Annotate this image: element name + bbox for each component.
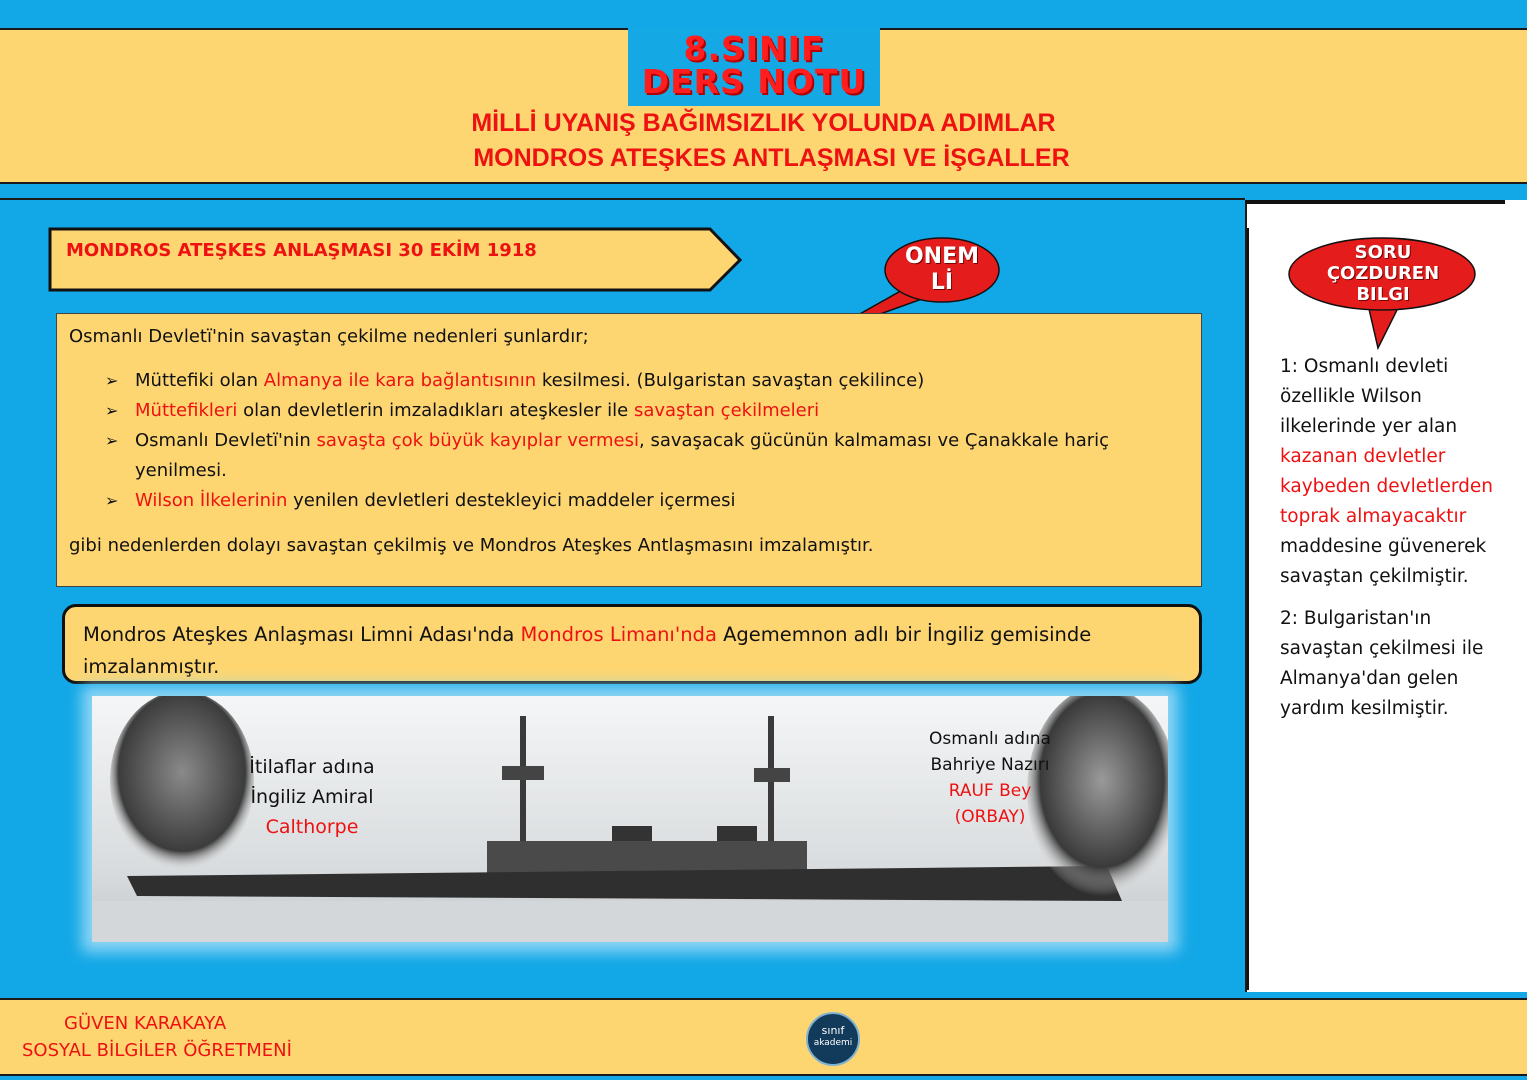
key-info-bubble-text: SORU ÇOZDUREN BILGI	[1326, 242, 1440, 305]
signing-note-box: Mondros Ateşkes Anlaşması Limni Adası'nda Mondros Limanı'nda Agememnon adlı bir İngiliz gemisinde imzalanmıştır.	[62, 604, 1202, 684]
badge-line1: 8.SINIF	[683, 29, 825, 68]
reason-item-1: Müttefiki olan Almanya ile kara bağlantısının kesilmesi. (Bulgaristan savaştan çekilince)	[135, 370, 925, 391]
bullet-arrow-icon: ➢	[105, 431, 119, 450]
sidebar-note-2: 2: Bulgaristan'ın savaştan çekilmesi ile Almanya'dan gelen yardım kesilmiştir.	[1280, 608, 1484, 719]
sidebar-divider	[1247, 228, 1249, 990]
footer-band	[0, 998, 1527, 1076]
badge-line2: DERS NOTU	[641, 62, 867, 101]
important-bubble-text: ONEM Lİ	[904, 244, 980, 295]
reason-item-2: Müttefikleri olan devletlerin imzaladıkları ateşkesler ile savaştan çekilmeleri	[135, 400, 820, 421]
reasons-intro: Osmanlı Devletï'nin savaştan çekilme nedenleri şunlardır;	[69, 326, 589, 347]
battleship-photo	[92, 696, 1168, 942]
reason-item-3: Osmanlı Devletï'nin savaşta çok büyük kayıplar vermesi, savaşacak gücünün kalmaması ve Çanakkale hariç	[135, 430, 1110, 451]
author-name: GÜVEN KARAKAYA	[64, 1013, 227, 1034]
page-title-line2: MONDROS ATEŞKES ANTLAŞMASI VE İŞGALLER	[473, 144, 1070, 172]
academy-logo: sınıf akademi	[806, 1012, 860, 1066]
sidebar-note-1: 1: Osmanlı devleti özellikle Wilson ilkelerinde yer alan kazanan devletler kaybeden devletlerden toprak almayacaktır maddesine güvenerek savaştan çekilmiştir.	[1280, 356, 1494, 587]
bullet-arrow-icon: ➢	[105, 371, 119, 390]
left-portrait-caption: İtilaflar adına İngiliz Amiral Calthorpe	[249, 756, 375, 838]
section-title: MONDROS ATEŞKES ANLAŞMASI 30 EKİM 1918	[66, 240, 537, 261]
page-title-line1: MİLLİ UYANIŞ BAĞIMSIZLIK YOLUNDA ADIMLAR	[471, 109, 1056, 137]
reason-item-4: Wilson İlkelerinin yenilen devletleri destekleyici maddeler içermesi	[135, 490, 736, 511]
sidebar-top-border	[1245, 200, 1505, 204]
class-badge	[628, 28, 880, 106]
bullet-arrow-icon: ➢	[105, 401, 119, 420]
right-portrait-caption: Osmanlı adına Bahriye Nazırı RAUF Bey (ORBAY)	[929, 729, 1051, 827]
reasons-box	[56, 313, 1202, 587]
bullet-arrow-icon: ➢	[105, 491, 119, 510]
reason-item-3-cont: yenilmesi.	[135, 460, 227, 481]
sidebar-notes	[1280, 352, 1520, 724]
reasons-outro: gibi nedenlerden dolayı savaştan çekilmiş ve Mondros Ateşkes Antlaşmasını imzalamıştır.	[69, 535, 874, 556]
author-role: SOSYAL BİLGİLER ÖĞRETMENİ	[22, 1040, 292, 1061]
